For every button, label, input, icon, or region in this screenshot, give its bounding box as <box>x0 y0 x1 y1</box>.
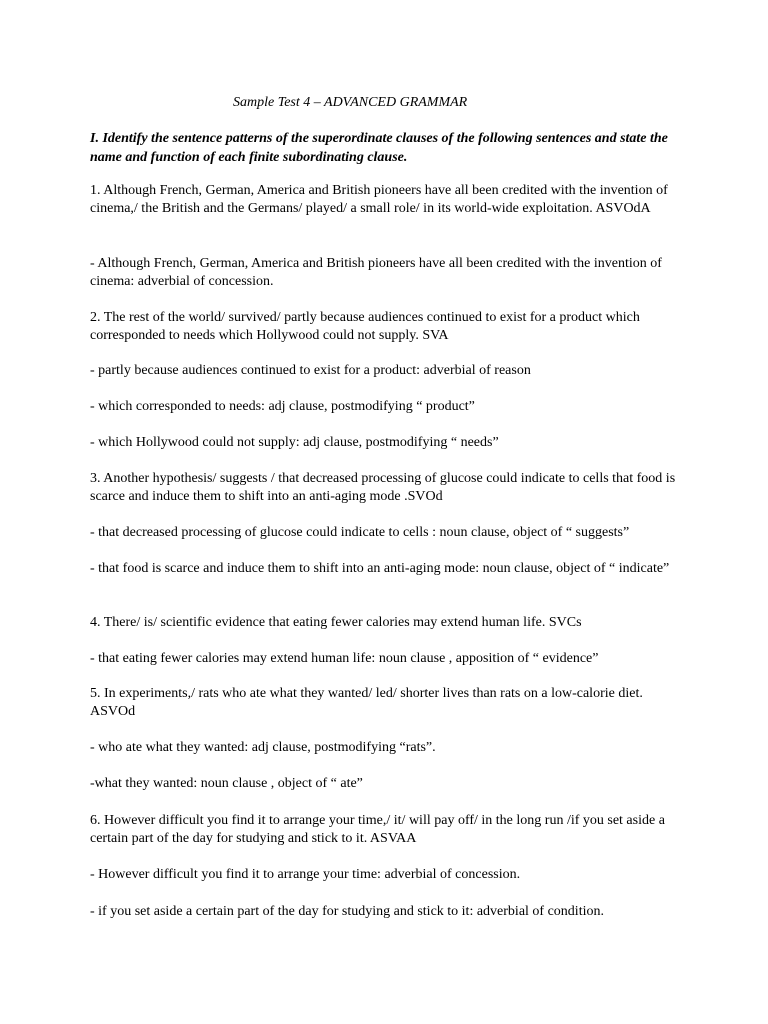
answer-1-concession: - Although French, German, America and British pioneers have all been credited with the invention of cinema: adverbial of concession. <box>90 256 662 289</box>
sentence-2: 2. The rest of the world/ survived/ partly because audiences continued to exist for a product which corresponded to needs which Hollywood could not supply. SVA <box>90 310 640 343</box>
sentence-5: 5. In experiments,/ rats who ate what they wanted/ led/ shorter lives than rats on a low-calorie diet. ASVOd <box>90 686 643 719</box>
sentence-1: 1. Although French, German, America and British pioneers have all been credited with the invention of cinema,/ the British and the Germans/ played/ a small role/ in its world-wide exploitation. ASVOdA <box>90 183 668 216</box>
answer-6-condition: - if you set aside a certain part of the day for studying and stick to it: adverbial of condition. <box>90 904 604 919</box>
answer-5-ate: -what they wanted: noun clause , object of “ ate” <box>90 776 363 791</box>
instruction-heading: I. Identify the sentence patterns of the superordinate clauses of the following sentences and state the name and function of each finite subordinating clause. <box>90 131 668 165</box>
sentence-3: 3. Another hypothesis/ suggests / that decreased processing of glucose could indicate to cells that food is scarce and induce them to shift into an anti-aging mode .SVOd <box>90 471 676 504</box>
answer-4-evidence: - that eating fewer calories may extend human life: noun clause , apposition of “ evidence” <box>90 651 599 666</box>
document-title: Sample Test 4 – ADVANCED GRAMMAR <box>233 95 468 110</box>
answer-3-indicate: - that food is scarce and induce them to shift into an anti-aging mode: noun clause, object of “ indicate” <box>90 561 670 576</box>
answer-2-reason: - partly because audiences continued to exist for a product: adverbial of reason <box>90 363 531 378</box>
answer-3-suggests: - that decreased processing of glucose could indicate to cells : noun clause, object of “ suggests” <box>90 525 630 540</box>
answer-5-rats: - who ate what they wanted: adj clause, postmodifying “rats”. <box>90 740 436 755</box>
answer-6-concession: - However difficult you find it to arrange your time: adverbial of concession. <box>90 867 521 882</box>
answer-2-product: - which corresponded to needs: adj clause, postmodifying “ product” <box>90 399 475 414</box>
sentence-6: 6. However difficult you find it to arrange your time,/ it/ will pay off/ in the long run /if you set aside a certain part of the day for studying and stick to it. ASVAA <box>90 813 665 846</box>
answer-2-needs: - which Hollywood could not supply: adj clause, postmodifying “ needs” <box>90 435 499 450</box>
sentence-4: 4. There/ is/ scientific evidence that eating fewer calories may extend human life. SVCs <box>90 615 582 630</box>
